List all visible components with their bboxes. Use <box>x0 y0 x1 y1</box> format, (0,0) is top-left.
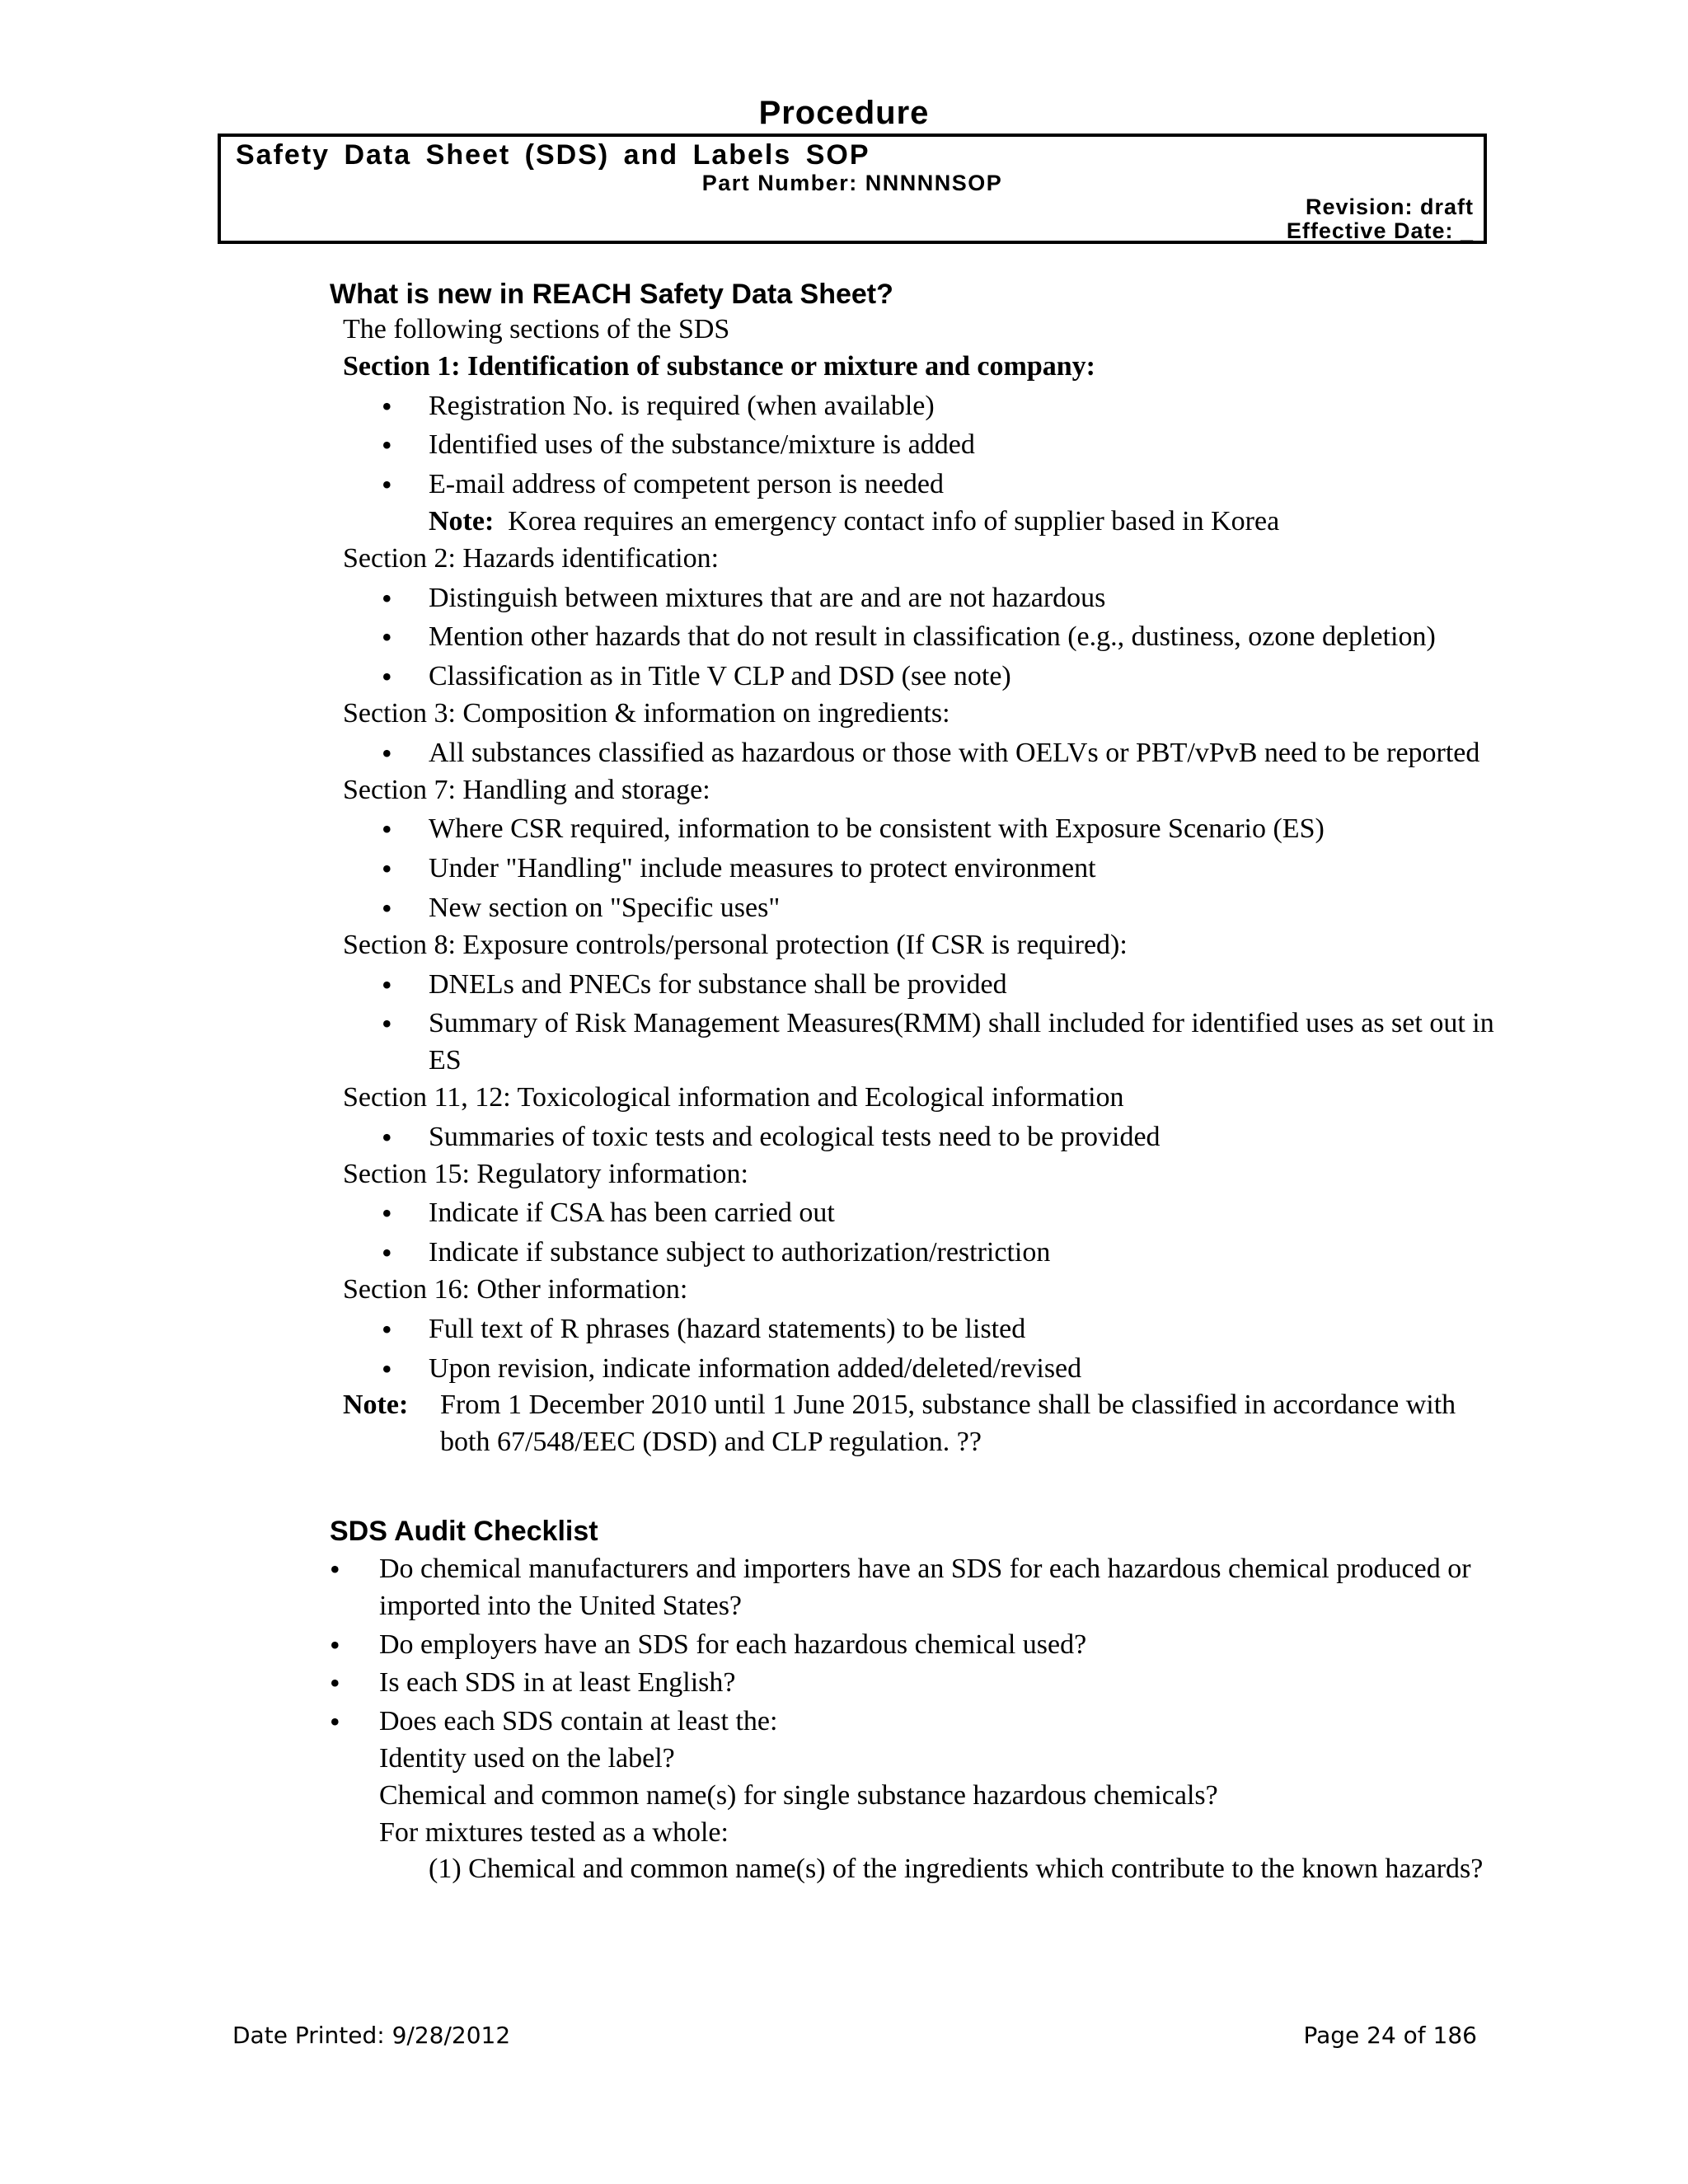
bullet-list <box>343 388 1497 504</box>
checklist-sub-sub-item: (1) Chemical and common name(s) of the ingredients which contribute to the known hazards? <box>429 1854 1484 1885</box>
list-item: • Indicate if CSA has been carried out <box>343 1195 1497 1232</box>
section-title: Section 11, 12: Toxicological information and Ecological information <box>343 1081 1124 1113</box>
final-note <box>343 1387 1497 1461</box>
list-item: • All substances classified as hazardous or those with OELVs or PBT/vPvB need to be reported <box>343 735 1497 772</box>
page-number: Page 24 of 186 <box>1303 2022 1477 2049</box>
list-item: • Distinguish between mixtures that are and are not hazardous <box>343 580 1497 617</box>
list-item: • Full text of R phrases (hazard statements) to be listed <box>343 1311 1497 1348</box>
checklist-sub-item: Chemical and common name(s) for single substance hazardous chemicals? <box>379 1779 1218 1811</box>
list-item: • Summaries of toxic tests and ecological tests need to be provided <box>343 1119 1497 1156</box>
list-item: • Indicate if substance subject to authorization/restriction <box>343 1235 1497 1272</box>
sop-title: Safety Data Sheet (SDS) and Labels SOP <box>236 139 870 171</box>
bullet-list <box>343 1195 1497 1272</box>
bullet-list <box>343 967 1497 1080</box>
section-note <box>343 504 1497 541</box>
list-item: • DNELs and PNECs for substance shall be provided <box>343 967 1497 1004</box>
bullet-list <box>343 580 1497 696</box>
header-box <box>218 134 1487 244</box>
note-text: Korea requires an emergency contact info of supplier based in Korea <box>508 505 1280 537</box>
list-item: • E-mail address of competent person is needed <box>343 466 1497 504</box>
final-note-text: From 1 December 2010 until 1 June 2015, substance shall be classified in accordance with both 67/548/EEC (DSD) and CLP regulation. ?? <box>440 1390 1456 1458</box>
list-item: • Classification as in Title V CLP and DSD (see note) <box>343 658 1497 696</box>
document-title: Procedure <box>758 95 930 131</box>
list-item: • Under "Handling" include measures to protect environment <box>343 851 1497 888</box>
checklist-sub-item: For mixtures tested as a whole: <box>379 1816 729 1848</box>
bullet-list <box>343 811 1497 926</box>
effective-date: Effective Date: _ <box>1286 218 1474 243</box>
list-item: • Where CSR required, information to be consistent with Exposure Scenario (ES) <box>343 811 1497 848</box>
list-item: • Mention other hazards that do not result in classification (e.g., dustiness, ozone depletion) <box>343 619 1497 656</box>
checklist-item-text: • Does each SDS contain at least the: <box>379 1706 778 1737</box>
audit-checklist <box>330 1549 1484 1888</box>
date-printed: Date Printed: 9/28/2012 <box>232 2022 511 2049</box>
bullet-list <box>343 735 1497 772</box>
reach-heading: What is new in REACH Safety Data Sheet? <box>330 279 893 310</box>
bullet-list <box>343 1119 1497 1156</box>
checklist-heading: SDS Audit Checklist <box>330 1516 598 1547</box>
checklist-item: • Do chemical manufacturers and importers have an SDS for each hazardous chemical produced or imported into the United States? <box>330 1551 1484 1625</box>
section-title: Section 1: Identification of substance or mixture and company: <box>343 350 1095 382</box>
reach-intro: The following sections of the SDS <box>343 314 730 344</box>
section-title: Section 8: Exposure controls/personal protection (If CSR is required): <box>343 929 1128 960</box>
list-item: • Upon revision, indicate information added/deleted/revised <box>343 1351 1497 1388</box>
list-item: • Summary of Risk Management Measures(RMM) shall included for identified uses as set out in ES <box>343 1005 1497 1080</box>
checklist-sub-item: Identity used on the label? <box>379 1742 675 1774</box>
section-title: Section 7: Handling and storage: <box>343 774 710 805</box>
section-title: Section 2: Hazards identification: <box>343 542 720 574</box>
checklist-item: • Is each SDS in at least English? <box>330 1665 1484 1702</box>
section-title: Section 16: Other information: <box>343 1273 688 1305</box>
list-item: • New section on "Specific uses" <box>343 890 1497 927</box>
section-title: Section 3: Composition & information on ingredients: <box>343 697 950 729</box>
revision: Revision: draft <box>1305 194 1474 219</box>
reach-content <box>343 312 1497 1461</box>
checklist-list <box>330 1551 1484 1888</box>
bullet-list <box>343 1311 1497 1388</box>
checklist-item: • Do employers have an SDS for each hazardous chemical used? <box>330 1627 1484 1664</box>
checklist-item <box>330 1704 1484 1888</box>
list-item: • Identified uses of the substance/mixture is added <box>343 427 1497 464</box>
final-note-label: Note: <box>343 1390 409 1421</box>
list-item: • Registration No. is required (when available) <box>343 388 1497 425</box>
part-number: Part Number: NNNNNSOP <box>701 171 1003 195</box>
section-title: Section 15: Regulatory information: <box>343 1158 748 1189</box>
note-label: Note: <box>429 505 495 537</box>
